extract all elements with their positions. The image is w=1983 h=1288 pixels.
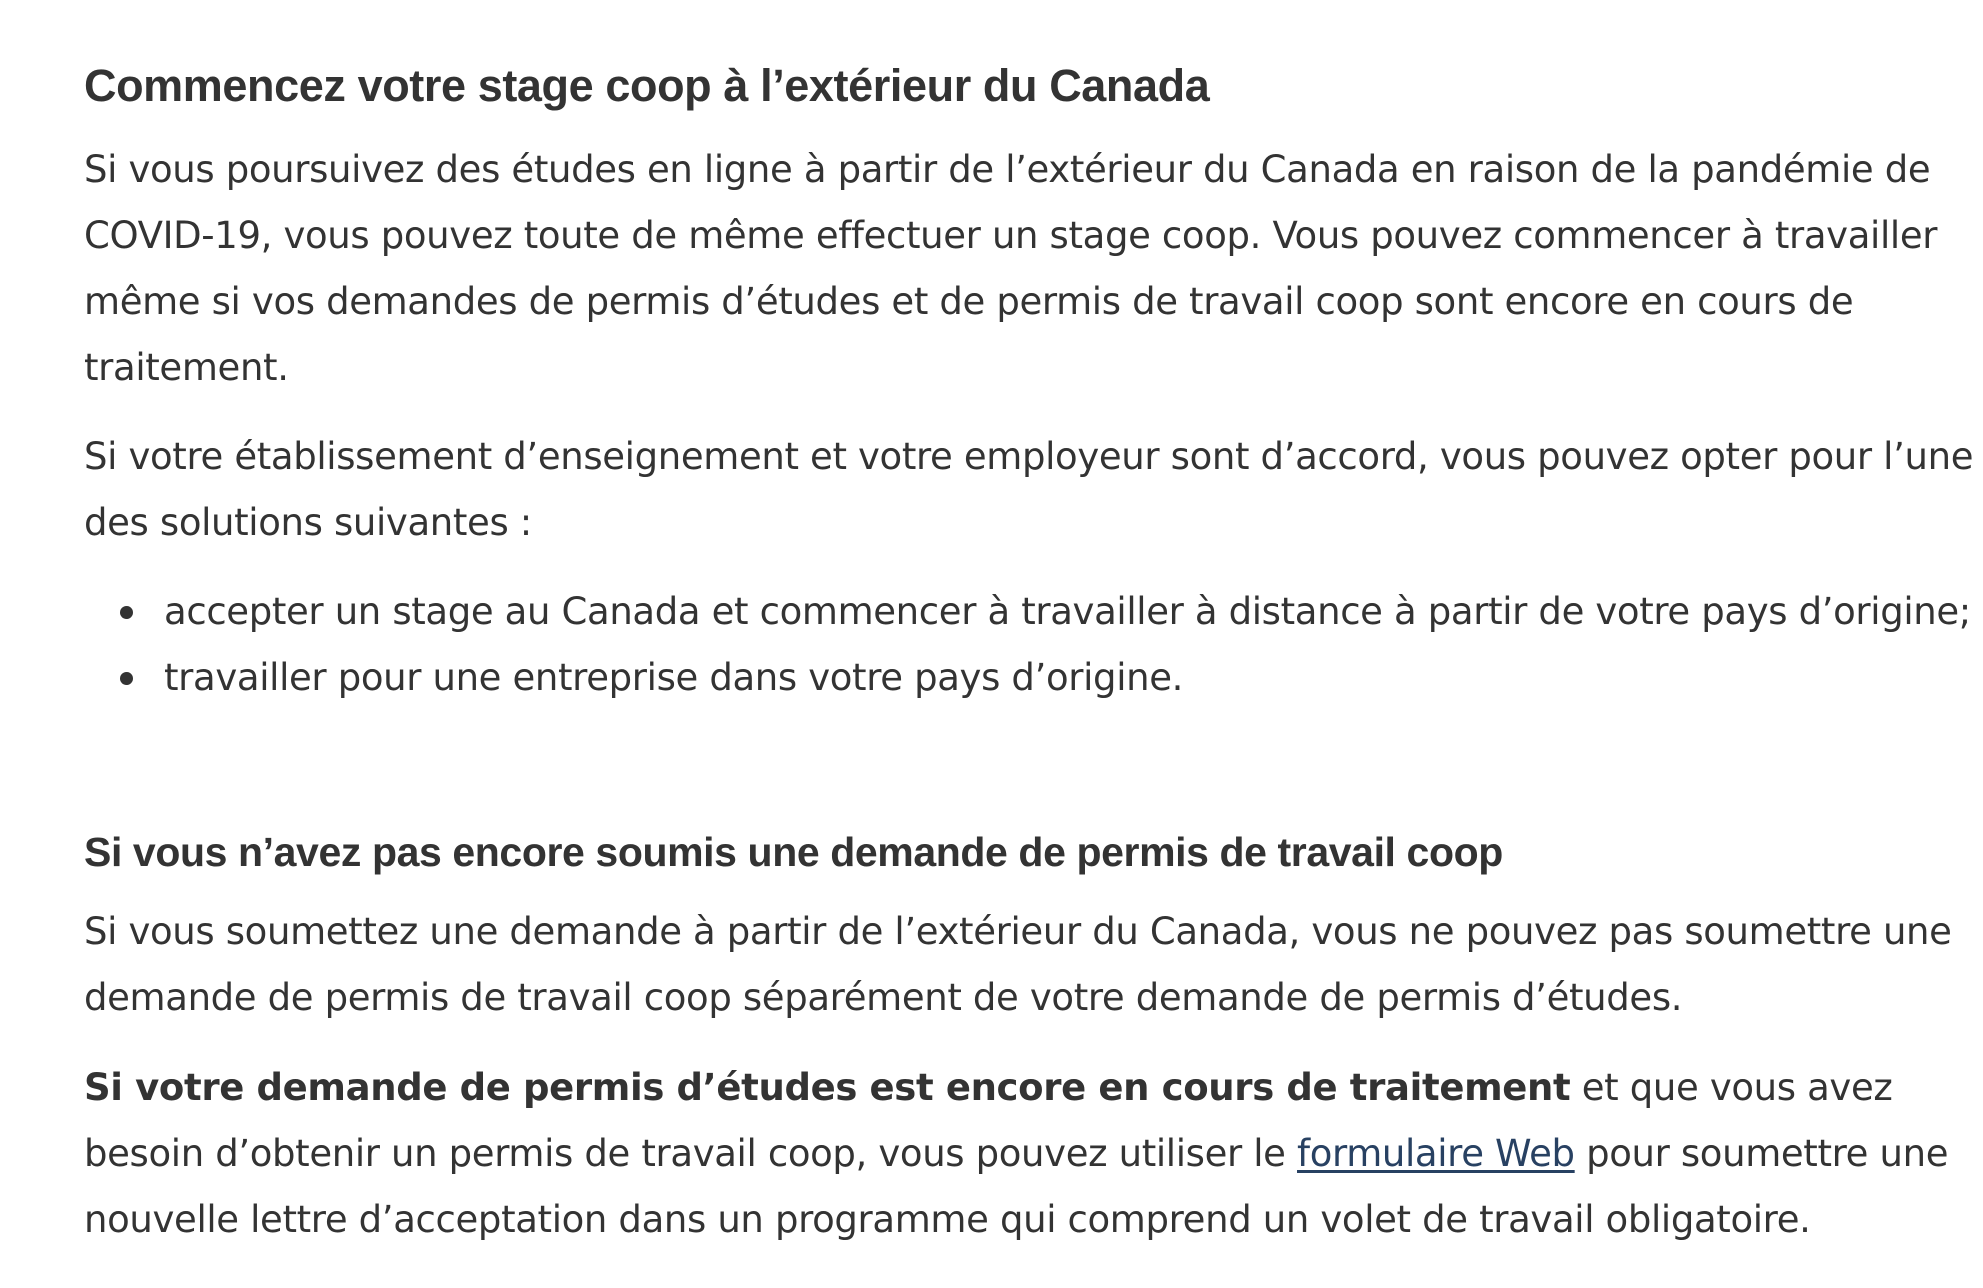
bullet-icon [120,672,133,685]
bold-condition-text: Si votre demande de permis d’études est encore en cours de traitement [84,1066,1571,1109]
paragraph-options-intro: Si votre établissement d’enseignement et votre employeur sont d’accord, vous pouvez opter pour l’une des solutions suivantes : [84,435,1974,544]
list-item [164,579,1971,645]
bullet-icon [120,606,133,619]
paragraph-apply-from-outside: Si vous soumettez une demande à partir de l’extérieur du Canada, vous ne pouvez pas soumettre une demande de permis de travail coop séparément de votre demande de permis d’études. [84,910,1952,1019]
paragraph-text-part1: et que vous avez besoin d’obtenir un permis de travail coop, vous pouvez utiliser le [84,1066,1893,1175]
section-heading-no-coop-permit-yet: Si vous n’avez pas encore soumis une demande de permis de travail coop [84,829,1503,875]
web-form-link[interactable]: formulaire Web [1297,1132,1575,1175]
section-heading-coop-outside-canada: Commencez votre stage coop à l’extérieur du Canada [84,60,1210,111]
list-item [164,645,1971,711]
paragraph-web-form [84,1055,1974,1253]
paragraph-online-studies: Si vous poursuivez des études en ligne à partir de l’extérieur du Canada en raison de la pandémie de COVID-19, vous pouvez toute de même effectuer un stage coop. Vous pouvez commencer à travailler même si vos demandes de permis d’études et de permis de travail coop sont encore en cours de traitement. [84,148,1938,389]
paragraph-text-part2: pour soumettre une nouvelle lettre d’acceptation dans un programme qui comprend un volet de travail obligatoire. [84,1132,1949,1241]
list-item-text: accepter un stage au Canada et commencer à travailler à distance à partir de votre pays d’origine; [164,590,1971,633]
options-list [84,579,1971,711]
list-item-text: travailler pour une entreprise dans votre pays d’origine. [164,656,1184,699]
